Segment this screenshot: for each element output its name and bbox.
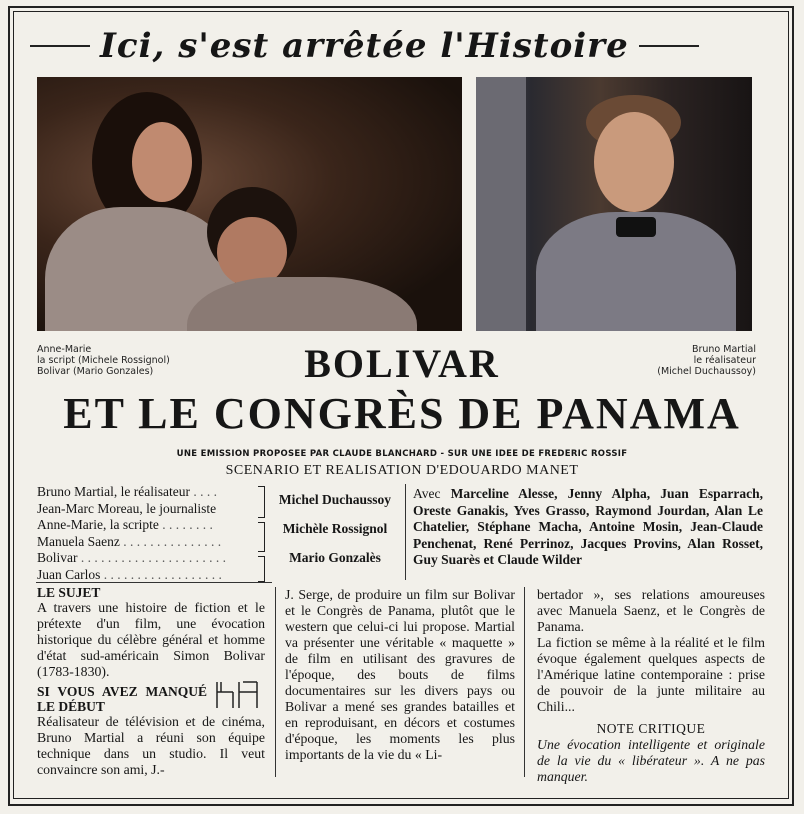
direction-credit: SCENARIO ET REALISATION D'EDOUARDO MANET (225, 463, 579, 478)
supporting-cast (413, 486, 763, 569)
debut-text: Réalisateur de télévision et de cinéma, Bruno Martial a réuni son équipe technique dans un studio. Il veut convaincre son ami, J.- (37, 714, 265, 777)
bowtie-shape (616, 217, 656, 237)
column-3 (537, 587, 765, 785)
story-text: J. Serge, de produire un film sur Bolivar et le Congrès de Panama, plutôt que le western que celui-ci lui propose. Martial va présenter une véritable « maquette » de film en utilisant des gravures de l'époque, des bouts de films documentaires sur les divers pays ou Bolivar a mené ses grandes batailles et en reproduisant, en décors et costumes d'époque, les moments les plus importants de la vie du « Li- (285, 587, 515, 762)
face-shape (132, 122, 192, 202)
sujet-heading: LE SUJET (37, 585, 101, 600)
cast-role: Jean-Marc Moreau, le journaliste (37, 500, 217, 516)
note-critique-text: Une évocation intelligente et originale de la vie du « libérateur ». A ne pas manquer. (537, 737, 765, 784)
section-divider (36, 582, 272, 583)
avec-prefix: Avec (413, 486, 451, 501)
column-2 (285, 587, 515, 763)
cast-role: Bruno Martial, le réalisateur . . . . (37, 484, 217, 499)
kicker-dash-left (30, 45, 90, 47)
bracket (258, 522, 265, 552)
column-divider (275, 587, 276, 777)
note-critique-heading: NOTE CRITIQUE (596, 721, 706, 736)
sujet-text: A travers une histoire de fiction et le prétexte d'un film, une évocation historique du célèbre général et homme d'état sud-américain Simon Bolivar (1783-1830). (37, 600, 265, 679)
main-title-line2: ET LE CONGRÈS DE PANAMA (63, 389, 741, 438)
column-divider (524, 587, 525, 777)
debut-heading: SI VOUS AVEZ MANQUÉ LE DÉBUT (37, 684, 207, 714)
production-credit: UNE EMISSION PROPOSEE PAR CLAUDE BLANCHARD - SUR UNE IDEE DE FREDERIC ROSSIF (176, 449, 628, 459)
kicker-dash-right (639, 45, 699, 47)
face-shape-3 (594, 112, 674, 212)
cast-role: Juan Carlos . . . . . . . . . . . . . . . . . . (37, 566, 222, 582)
main-title-line1: BOLIVAR (304, 341, 500, 386)
window-shape (476, 77, 526, 331)
caption-line: (Michel Duchaussoy) (657, 366, 756, 377)
actor-name: Michel Duchaussoy (278, 492, 392, 507)
avec-names: Marceline Alesse, Jenny Alpha, Juan Esparrach, Oreste Ganakis, Yves Grasso, Raymond Jourdan, Alan Le Chatelier, Stéphane Macha, Antoine Mosin, Jean-Claude Penchenat, René Perrinoz, Jacques Provins, Alan Rosset, Guy Suarès et Claude Wilder (413, 486, 763, 567)
story-text-cont: bertador », ses relations amoureuses avec Manuela Saenz, et le Congrès de Panama. (537, 587, 765, 634)
actor-name: Mario Gonzalès (289, 550, 381, 565)
caption-line: la script (Michele Rossignol) (37, 355, 170, 366)
cast-role: Manuela Saenz . . . . . . . . . . . . . . . (37, 533, 222, 549)
cast-role: Bolivar . . . . . . . . . . . . . . . . . . . . . . (37, 550, 226, 565)
director-chairs-icon (213, 680, 261, 710)
cast-role: Anne-Marie, la scripte . . . . . . . . (37, 517, 213, 532)
bracket (258, 486, 265, 518)
caption-line: Anne-Marie (37, 344, 92, 355)
cast-roles (37, 484, 259, 583)
photo-anne-marie-bolivar (37, 77, 462, 331)
kicker-title: Ici, s'est arrêtée l'Histoire (100, 26, 629, 66)
actor-name: Michèle Rossignol (282, 521, 388, 536)
photo-bruno-martial (476, 77, 752, 331)
caption-line: le réalisateur (693, 355, 756, 366)
kicker-line (30, 26, 770, 66)
caption-line: Bruno Martial (691, 344, 756, 355)
story-text-cont-2: La fiction se même à la réalité et le film évoque également quelques aspects de l'Amérique latine contemporaine : prise de pouvoir de la junte militaire au Chili... (537, 635, 765, 714)
cast-divider (405, 484, 406, 580)
caption-line: Bolivar (Mario Gonzales) (37, 366, 154, 377)
bracket (258, 556, 265, 582)
cast-brackets (258, 486, 268, 582)
